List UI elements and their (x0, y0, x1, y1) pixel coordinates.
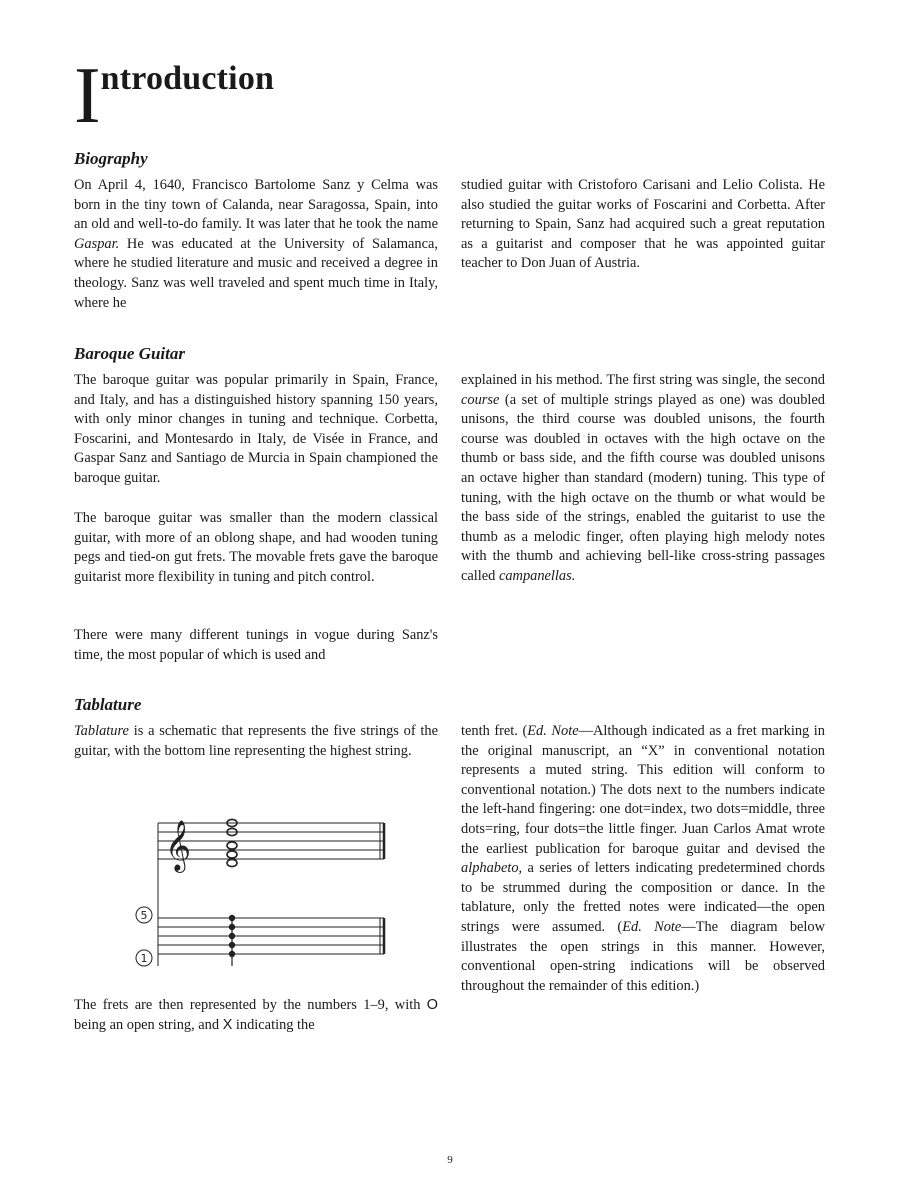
string-5-marker (136, 907, 152, 923)
staff-and-tab-diagram (128, 808, 398, 978)
baroque-p4-b: (a set of multiple strings played as one) was doubled unisons, the third course was doubled unisons, the fourth course was doubled in octaves with the high octave on the thumb or bass side, and the fifth course was doubled unisons an octave higher than standard (modern) tuning. This type of tuning, with the high octave on the thumb or what would be the bass side of the strings, enabled the guitarist to use the thumb as a melodic finger, often playing high melody notes with the thumb and achieving bell-like cross-string passages called (461, 391, 825, 584)
biography-heading: Biography (74, 149, 148, 168)
ed-note-2: Ed. Note (622, 918, 682, 935)
gaspar-name: Gaspar. (74, 235, 120, 252)
tablature-p3-d: —The diagram below illustrates the open strings in this manner. However, conventional open-string indications will be observed throughout the remainder of this edition.) (461, 918, 825, 994)
x-symbol: X (222, 1016, 233, 1033)
tab-fret-marks (229, 915, 235, 966)
string-1-label: 1 (140, 952, 148, 965)
tablature-paragraph-1 (74, 722, 438, 761)
title-dropcap: I (74, 52, 101, 140)
title-rest: ntroduction (100, 60, 275, 97)
chord-notes (227, 819, 237, 866)
biography-paragraph-1 (74, 176, 438, 313)
baroque-paragraph-3: There were many different tunings in vogue during Sanz's time, the most popular of which is used and (74, 627, 438, 663)
page-number: 9 (447, 1154, 453, 1166)
baroque-p4-a: explained in his method. The first string was single, the second (461, 372, 825, 388)
tablature-p2-b: being an open string, and (74, 1016, 220, 1033)
alphabeto-term: alphabeto, (461, 860, 523, 877)
treble-clef-icon: 𝄞 (165, 820, 192, 871)
tablature-staff (158, 918, 384, 954)
tablature-p2-c: indicating the (235, 1016, 315, 1033)
baroque-paragraph-1: The baroque guitar was popular primarily in Spain, France, and Italy, and has a distinguished history spanning 150 years, with only minor changes in tuning and technique. Corbetta, Foscarini, and Montesardo in Italy, de Visée in France, and Gaspar Sanz and Santiago de Murcia in Spain championed the baroque guitar. (74, 372, 438, 486)
tablature-p1-rest: is a schematic that represents the five strings of the guitar, with the bottom line representing the highest string. (74, 723, 438, 759)
page-title (74, 52, 275, 140)
tablature-paragraph-3 (461, 722, 825, 996)
open-string-symbol: O (426, 997, 438, 1013)
biography-p1-text: On April 4, 1640, Francisco Bartolome Sanz y Celma was born in the tiny town of Calanda, near Saragossa, Spain, into an old and well-to-do family. It was later that he took the name (74, 177, 438, 233)
baroque-paragraph-4 (461, 371, 825, 587)
biography-paragraph-2: studied guitar with Cristoforo Carisani and Lelio Colista. He also studied the guitar works of Foscarini and Corbetta. After returning to Spain, Sanz had acquired such a great reputation as a guitarist and composer that he was appointed guitar teacher to Don Juan of Austria. (461, 177, 825, 272)
campanellas-term: campanellas. (498, 567, 576, 584)
tablature-figure (128, 808, 398, 978)
tablature-heading: Tablature (74, 695, 142, 714)
tablature-p3-a: tenth fret. ( (461, 723, 528, 739)
baroque-paragraph-2: The baroque guitar was smaller than the modern classical guitar, with more of an oblong shape, and had wooden tuning pegs and tied-on gut frets. The movable frets gave the baroque guitarist more flexibility in tuning and pitch control. (74, 510, 438, 585)
string-1-marker (136, 950, 152, 966)
string-5-label: 5 (140, 909, 148, 922)
tablature-p3-c: a series of letters indicating predetermined chords to be strummed during the composition or dance. In the tablature, only the fretted notes were indicated—the open strings were assumed. ( (461, 860, 825, 935)
biography-p1-tail: He was educated at the University of Salamanca, where he studied literature and music and received a degree in theology. Sanz was well traveled and spent much time in Italy, where he (74, 235, 438, 311)
ed-note-1: Ed. Note (527, 723, 579, 739)
tablature-paragraph-2 (74, 996, 438, 1035)
tablature-p2-a: The frets are then represented by the numbers 1–9, with (74, 997, 421, 1013)
baroque-guitar-heading: Baroque Guitar (74, 344, 185, 363)
course-term: course (461, 391, 500, 408)
tablature-p3-b: —Although indicated as a fret marking in the original manuscript, an “X” in conventional notation represents a muted string. This edition will conform to conventional notation.) The dots next to the numbers indicate the left-hand fingering: one dot=index, two dots=middle, three dots=ring, four dots=the little finger. Juan Carlos Amat wrote the earliest publication for baroque guitar and devised the (461, 723, 825, 857)
tablature-term: Tablature (74, 723, 129, 739)
